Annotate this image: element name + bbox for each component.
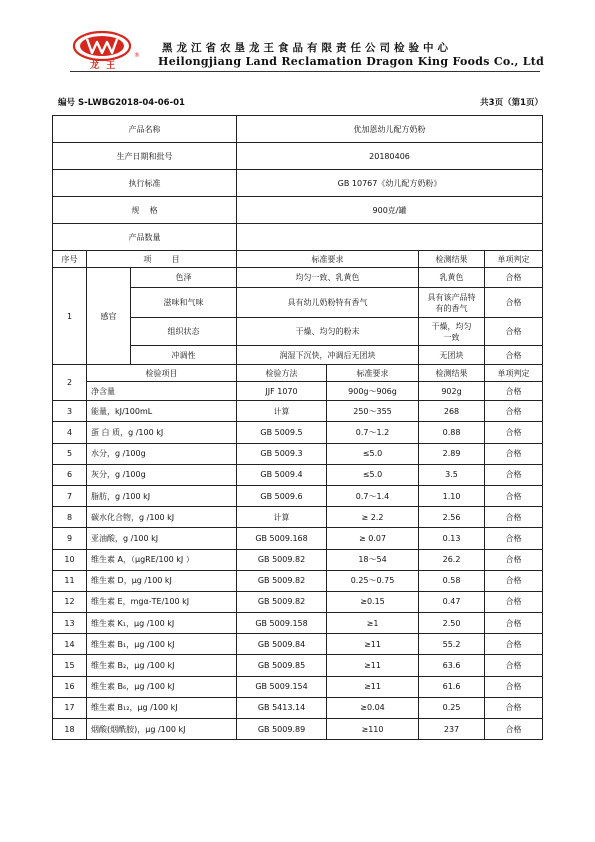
test-no: 8: [53, 507, 87, 528]
info-row: [53, 197, 543, 224]
logo-caption: 龙 王: [90, 61, 118, 71]
test-result: 1.10: [419, 485, 485, 506]
test-standard: ≥ 0.07: [327, 528, 419, 549]
test-header-row: [53, 365, 543, 382]
test-standard: ≥11: [327, 655, 419, 676]
info-row: [53, 116, 543, 143]
test-verdict: 合格: [485, 401, 543, 422]
info-value: 优加恩幼儿配方奶粉: [237, 116, 543, 143]
sensory-verdict: 合格: [485, 288, 543, 318]
test-verdict: 合格: [485, 591, 543, 612]
col-result: 检测结果: [419, 251, 485, 268]
test-method: GB 5009.85: [237, 655, 327, 676]
test-no: 10: [53, 549, 87, 570]
info-row: [53, 170, 543, 197]
test-item: 维生素 E，mgα-TE/100 kJ: [87, 591, 237, 612]
test-no: 3: [53, 401, 87, 422]
test-no: 15: [53, 655, 87, 676]
test-result: 0.88: [419, 422, 485, 443]
test-item: 水分，g /100g: [87, 443, 237, 464]
test-row: [53, 634, 543, 655]
sensory-item: 组织状态: [131, 318, 237, 346]
test-verdict: 合格: [485, 382, 543, 401]
test-no: 7: [53, 485, 87, 506]
sensory-result: 无团块: [419, 346, 485, 365]
test-result: 0.58: [419, 570, 485, 591]
test-verdict: 合格: [485, 697, 543, 718]
test-verdict: 合格: [485, 443, 543, 464]
sensory-standard: 润湿下沉快，冲调后无团块: [237, 346, 419, 365]
test-result: 0.25: [419, 697, 485, 718]
sensory-result: 乳黄色: [419, 268, 485, 288]
test-result: 237: [419, 719, 485, 740]
test-no: 14: [53, 634, 87, 655]
test-no: 9: [53, 528, 87, 549]
test-method: 计算: [237, 401, 327, 422]
test-item: 维生素 B₆，μg /100 kJ: [87, 676, 237, 697]
document-number: 编号 S-LWBG2018-04-06-01: [58, 98, 185, 108]
sensory-standard: 具有幼儿奶粉特有香气: [237, 288, 419, 318]
test-verdict: 合格: [485, 422, 543, 443]
sensory-result: 具有该产品特有的香气: [419, 288, 485, 318]
test-verdict: 合格: [485, 528, 543, 549]
test-row: [53, 443, 543, 464]
test-verdict: 合格: [485, 507, 543, 528]
info-label: 执行标准: [53, 170, 237, 197]
info-value: 900克/罐: [237, 197, 543, 224]
test-standard: ≥1: [327, 613, 419, 634]
test-result: 902g: [419, 382, 485, 401]
test-result: 0.47: [419, 591, 485, 612]
info-row: [53, 143, 543, 170]
test-row: [53, 422, 543, 443]
col-standard: 标准要求: [237, 251, 419, 268]
test-item: 维生素 B₁，μg /100 kJ: [87, 634, 237, 655]
test-row: [53, 507, 543, 528]
test-standard: 900g～906g: [327, 382, 419, 401]
test-standard: ≥0.04: [327, 697, 419, 718]
sensory-verdict: 合格: [485, 318, 543, 346]
test-method: GB 5009.82: [237, 591, 327, 612]
test-verdict: 合格: [485, 570, 543, 591]
test-verdict: 合格: [485, 464, 543, 485]
test-result: 268: [419, 401, 485, 422]
test-standard: ≥11: [327, 634, 419, 655]
test-standard: 250～355: [327, 401, 419, 422]
test-result: 2.56: [419, 507, 485, 528]
test-verdict: 合格: [485, 655, 543, 676]
test-standard: ≥ 2.2: [327, 507, 419, 528]
test-standard: 0.7～1.4: [327, 485, 419, 506]
test-method: GB 5009.168: [237, 528, 327, 549]
test-method: GB 5413.14: [237, 697, 327, 718]
test-row: [53, 697, 543, 718]
test-verdict: 合格: [485, 485, 543, 506]
test-standard: ≥110: [327, 719, 419, 740]
sensory-row: [53, 268, 543, 288]
test-method: JJF 1070: [237, 382, 327, 401]
test-item: 亚油酸，g /100 kJ: [87, 528, 237, 549]
test-no: 5: [53, 443, 87, 464]
test-item: 维生素 D，μg /100 kJ: [87, 570, 237, 591]
test-method: GB 5009.158: [237, 613, 327, 634]
test-verdict: 合格: [485, 549, 543, 570]
info-value: 20180406: [237, 143, 543, 170]
test-item: 能量，kJ/100mL: [87, 401, 237, 422]
test-standard: 0.7～1.2: [327, 422, 419, 443]
col-method: 检验方法: [237, 365, 327, 382]
col-verdict: 单项判定: [485, 251, 543, 268]
test-row: [53, 401, 543, 422]
test-verdict: 合格: [485, 634, 543, 655]
test-row: [53, 613, 543, 634]
test-verdict: 合格: [485, 676, 543, 697]
col-no: 序号: [53, 251, 87, 268]
sensory-standard: 均匀一致、乳黄色: [237, 268, 419, 288]
test-no: 16: [53, 676, 87, 697]
col-test-item: 检验项目: [87, 365, 237, 382]
test-result: 26.2: [419, 549, 485, 570]
test-standard: ≤5.0: [327, 443, 419, 464]
company-name-cn: 黑龙江省农垦龙王食品有限责任公司检验中心: [162, 42, 452, 54]
test-row: [53, 528, 543, 549]
test-item: 维生素 A，（μgRE/100 kJ ）: [87, 549, 237, 570]
test-row: [53, 719, 543, 740]
test-result: 3.5: [419, 464, 485, 485]
sensory-item: 滋味和气味: [131, 288, 237, 318]
test-item: 碳水化合物，g /100 kJ: [87, 507, 237, 528]
test-method: GB 5009.154: [237, 676, 327, 697]
test-method: GB 5009.4: [237, 464, 327, 485]
col-test-result: 检测结果: [419, 365, 485, 382]
test-item: 脂肪，g /100 kJ: [87, 485, 237, 506]
test-method: GB 5009.82: [237, 549, 327, 570]
test-row: [53, 570, 543, 591]
test-no: 12: [53, 591, 87, 612]
sensory-header-row: [53, 251, 543, 268]
test-item: 净含量: [87, 382, 237, 401]
test-row: [53, 382, 543, 401]
test-method: GB 5009.3: [237, 443, 327, 464]
test-item: 灰分，g /100g: [87, 464, 237, 485]
test-method: GB 5009.84: [237, 634, 327, 655]
sensory-no: 1: [53, 268, 87, 365]
test-method: GB 5009.82: [237, 570, 327, 591]
info-label: 产品名称: [53, 116, 237, 143]
test-item: 烟酸(烟酰胺)，μg /100 kJ: [87, 719, 237, 740]
sensory-verdict: 合格: [485, 346, 543, 365]
test-standard: ≥0.15: [327, 591, 419, 612]
test-row: [53, 549, 543, 570]
test-row: [53, 676, 543, 697]
test-method: GB 5009.6: [237, 485, 327, 506]
test-row: [53, 485, 543, 506]
test-result: 2.50: [419, 613, 485, 634]
test-standard: 18～54: [327, 549, 419, 570]
test-no: 17: [53, 697, 87, 718]
test-standard: ≤5.0: [327, 464, 419, 485]
test-result: 0.13: [419, 528, 485, 549]
info-row: [53, 224, 543, 251]
test-row: [53, 591, 543, 612]
test-item: 蛋 白 质，g /100 kJ: [87, 422, 237, 443]
sensory-item: 冲调性: [131, 346, 237, 365]
test-standard: 0.25～0.75: [327, 570, 419, 591]
test-standard: ≥11: [327, 676, 419, 697]
info-label: 产品数量: [53, 224, 237, 251]
test-row: [53, 655, 543, 676]
info-value: [237, 224, 543, 251]
test-result: 2.89: [419, 443, 485, 464]
inspection-report-table: [52, 115, 543, 740]
sensory-group: 感官: [87, 268, 131, 365]
test-item: 维生素 K₁，μg /100 kJ: [87, 613, 237, 634]
company-logo: [70, 30, 140, 71]
test-result: 63.6: [419, 655, 485, 676]
col-test-verdict: 单项判定: [485, 365, 543, 382]
test-no: 2: [53, 365, 87, 401]
header-divider: [70, 71, 540, 72]
test-no: 13: [53, 613, 87, 634]
company-name-en: Heilongjiang Land Reclamation Dragon King Foods Co., Ltd: [158, 55, 545, 68]
sensory-item: 色泽: [131, 268, 237, 288]
info-label: 规 格: [53, 197, 237, 224]
info-value: GB 10767《幼儿配方奶粉》: [237, 170, 543, 197]
col-test-standard: 标准要求: [327, 365, 419, 382]
test-no: 18: [53, 719, 87, 740]
registered-mark: ®: [134, 52, 140, 59]
test-method: 计算: [237, 507, 327, 528]
sensory-standard: 干燥、均匀的粉末: [237, 318, 419, 346]
test-item: 维生素 B₂，μg /100 kJ: [87, 655, 237, 676]
test-verdict: 合格: [485, 613, 543, 634]
test-no: 4: [53, 422, 87, 443]
test-no: 6: [53, 464, 87, 485]
sensory-result: 干燥，均匀一致: [419, 318, 485, 346]
test-result: 61.6: [419, 676, 485, 697]
test-verdict: 合格: [485, 719, 543, 740]
test-method: GB 5009.89: [237, 719, 327, 740]
test-no: 11: [53, 570, 87, 591]
test-method: GB 5009.5: [237, 422, 327, 443]
test-row: [53, 464, 543, 485]
sensory-verdict: 合格: [485, 268, 543, 288]
test-item: 维生素 B₁₂，μg /100 kJ: [87, 697, 237, 718]
test-result: 55.2: [419, 634, 485, 655]
info-label: 生产日期和批号: [53, 143, 237, 170]
col-item: 项 目: [87, 251, 237, 268]
page-count: 共3页（第1页）: [480, 98, 543, 108]
